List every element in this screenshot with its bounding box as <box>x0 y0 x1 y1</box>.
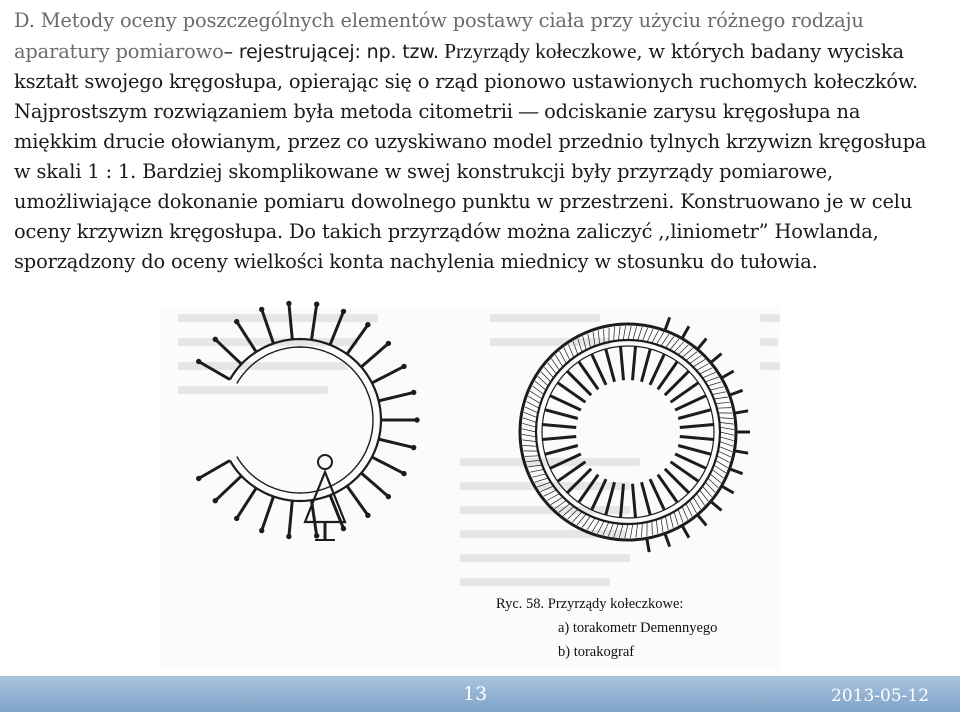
torakometr-drawing <box>197 301 420 540</box>
torakograf-drawing <box>520 317 750 552</box>
footer-date: 2013-05-12 <box>831 686 930 706</box>
caption-title: Ryc. 58. Przyrządy kołeczkowe: <box>496 596 684 612</box>
paragraph-body: , w których badany wyciska kształt swojego kręgosłupa, opierając się o rząd pionowo ustawionych ruchomych kołeczków. Najprostszym rozwiązaniem była metoda citometrii ― odciskanie zarysu kręgosłupa na miękkim drucie ołowianym, przez co uzyskiwano model przednio tylnych krzywizn kręgosłupa w skali 1 : 1. Bardziej skomplikowane w swej konstrukcji były przyrządy pomiarowe, umożliwiające dokonanie pomiaru dowolnego punktu w przestrzeni. Konstruowano je w celu oceny krzywizn kręgosłupa. Do takich przyrządów można zaliczyć ,,liniometr” Howlanda, sporządzony do oceny wielkości konta nachylenia miednicy w stosunku do tułowia. <box>14 40 927 273</box>
paragraph-dash: – <box>223 41 233 63</box>
caption-item-a: a) torakometr Demennyego <box>558 620 718 636</box>
paragraph-highlight: Przyrządy kołeczkowe <box>438 39 637 63</box>
page-number: 13 <box>463 683 488 705</box>
paragraph-mixed: rejestrującej: np. tzw. <box>233 41 439 63</box>
paragraph-lead: D. Metody oceny poszczególnych elementów postawy ciała przy użyciu różnego rodzaju aparatury pomiarowo <box>14 9 864 63</box>
figure-caption <box>496 592 717 664</box>
caption-item-b: b) torakograf <box>558 644 635 660</box>
